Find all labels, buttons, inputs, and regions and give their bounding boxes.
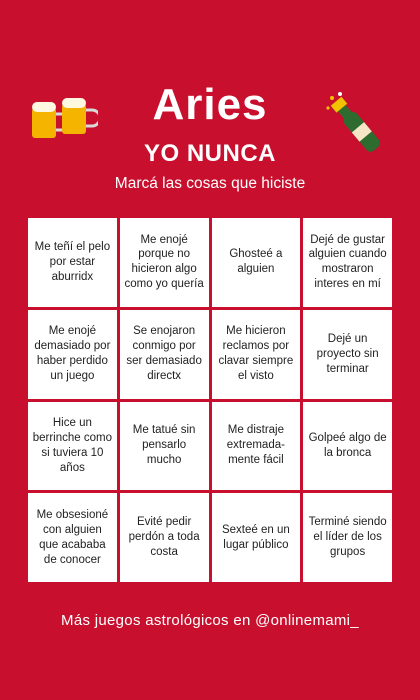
bingo-cell[interactable]: Evité pedir perdón a toda costa	[120, 493, 209, 582]
bingo-grid	[28, 218, 392, 582]
bingo-cell[interactable]: Dejé un proyecto sin terminar	[303, 310, 392, 399]
bingo-cell[interactable]: Hice un berrinche como si tuviera 10 años	[28, 402, 117, 491]
instructions-text: Marcá las cosas que hiciste	[114, 175, 306, 192]
bingo-cell[interactable]: Me enojé demasiado por haber perdido un juego	[28, 310, 117, 399]
bingo-cell[interactable]: Se enojaron conmigo por ser demasiado directx	[120, 310, 209, 399]
page-subtitle: YO NUNCA	[143, 140, 276, 167]
bingo-cell[interactable]: Me obsesioné con alguien que acababa de conocer	[28, 493, 117, 582]
bingo-cell[interactable]: Sexteé en un lugar público	[212, 493, 301, 582]
bingo-cell[interactable]: Ghosteé a alguien	[212, 218, 301, 307]
footer-credit: Más juegos astrológicos en @onlinemami_	[61, 612, 359, 629]
bingo-cell[interactable]: Dejé de gustar alguien cuando mostraron interes en mí	[303, 218, 392, 307]
bingo-cell[interactable]: Me teñí el pelo por estar aburridx	[28, 218, 117, 307]
bingo-cell[interactable]: Terminé siendo el líder de los grupos	[303, 493, 392, 582]
page-title: Aries	[152, 80, 268, 129]
bingo-cell[interactable]: Me enojé porque no hicieron algo como yo quería	[120, 218, 209, 307]
bingo-cell[interactable]: Me hicieron reclamos por clavar siempre el visto	[212, 310, 301, 399]
bingo-cell[interactable]: Golpeé algo de la bronca	[303, 402, 392, 491]
bingo-cell[interactable]: Me distraje extremada-mente fácil	[212, 402, 301, 491]
bingo-cell[interactable]: Me tatué sin pensarlo mucho	[120, 402, 209, 491]
